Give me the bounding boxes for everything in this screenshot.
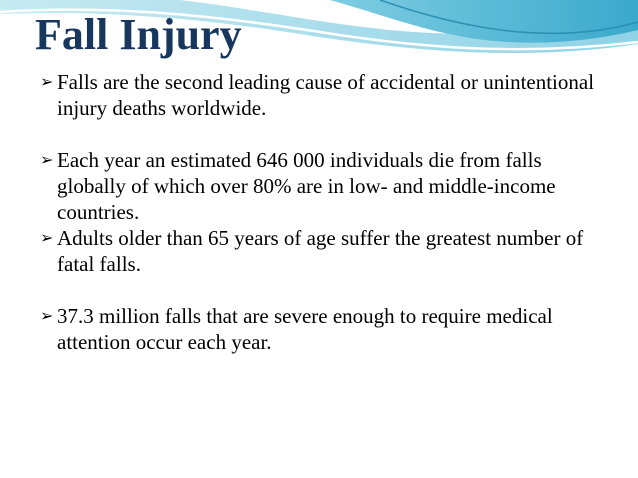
- bullet-text: Falls are the second leading cause of accidental or unintentional injury deaths worldwide.: [57, 70, 595, 120]
- bullet-item: [40, 303, 600, 355]
- bullet-list: [40, 69, 600, 355]
- arrowhead-bullet-icon: ➢: [40, 228, 54, 247]
- bullet-item: [40, 69, 600, 121]
- slide-title: Fall Injury: [35, 10, 242, 59]
- arrowhead-bullet-icon: ➢: [40, 72, 54, 91]
- bullet-item: [40, 147, 600, 225]
- bullet-text: 37.3 million falls that are severe enough to require medical attention occur each year.: [57, 304, 553, 354]
- bullet-item: [40, 225, 600, 277]
- bullet-text: Adults older than 65 years of age suffer the greatest number of fatal falls.: [57, 226, 584, 276]
- arrowhead-bullet-icon: ➢: [40, 150, 54, 169]
- arrowhead-bullet-icon: ➢: [40, 306, 54, 325]
- bullet-text: Each year an estimated 646 000 individuals die from falls globally of which over 80% are in low- and middle-income countries.: [57, 148, 556, 224]
